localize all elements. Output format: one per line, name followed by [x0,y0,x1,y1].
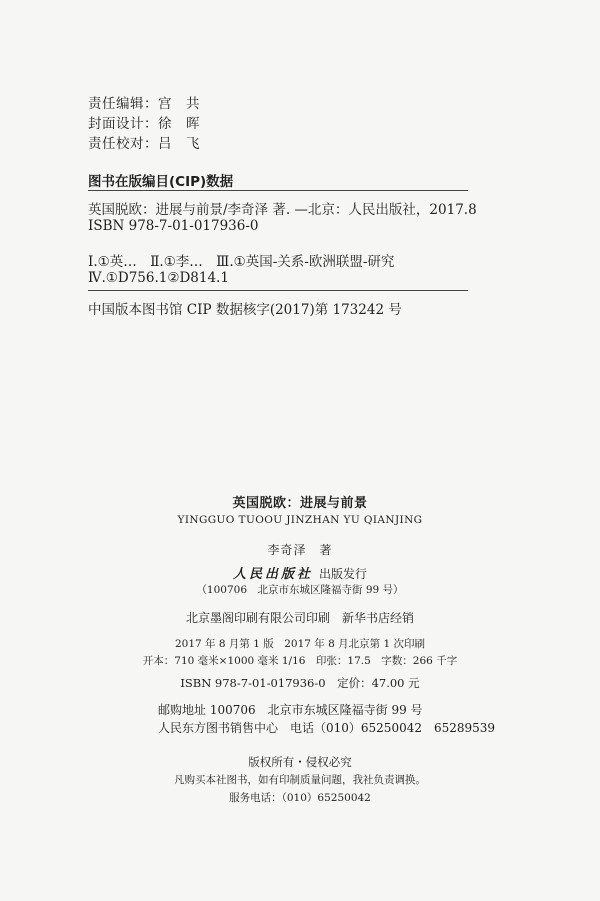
rights-line: 版权所有・侵权必究 [248,755,352,769]
responsible-editor: 责任编辑：宫 共 [88,96,200,112]
publisher-line [0,563,600,582]
publisher-address: （100706 北京市东城区隆福寺街 99 号） [196,584,404,596]
book-title: 英国脱欧：进展与前景 [232,496,368,511]
cip-library-line: 中国版本图书馆 CIP 数据核字(2017)第 173242 号 [88,302,402,318]
cip-subjects-line-2: Ⅳ.①D756.1②D814.1 [88,270,229,286]
mail-order-address: 邮购地址 100706 北京市东城区隆福寺街 99 号 [158,703,423,717]
cip-top-rule [88,190,468,191]
cip-subjects-line-1: Ⅰ.①英… Ⅱ.①李… Ⅲ.①英国-关系-欧洲联盟-研究 [88,254,395,270]
cip-bottom-rule [88,290,468,291]
printer-line: 北京墨阁印刷有限公司印刷 新华书店经销 [185,611,414,625]
book-author: 李奇泽 著 [267,543,333,557]
publisher-logo-text: 人民出版社 [232,567,313,582]
publisher-suffix: 出版发行 [319,567,368,581]
format-line: 开本：710 毫米×1000 毫米 1/16 印张：17.5 字数：266 千字 [142,655,458,667]
sales-center-line: 人民东方图书销售中心 电话（010）65250042 65289539 [158,721,496,735]
quality-notice: 凡购买本社图书，如有印制质量问题，我社负责调换。 [174,774,426,786]
proofreader: 责任校对：吕 飞 [88,136,200,152]
isbn-price-line: ISBN 978-7-01-017936-0 定价：47.00 元 [180,676,420,690]
book-title-pinyin: YINGGUO TUOOU JINZHAN YU QIANJING [177,514,423,526]
cip-record-line: 英国脱欧：进展与前景/李奇泽 著. —北京：人民出版社，2017.8 [88,202,477,218]
edition-line: 2017 年 8 月第 1 版 2017 年 8 月北京第 1 次印刷 [174,638,426,650]
cip-isbn-line: ISBN 978-7-01-017936-0 [88,218,259,234]
cover-designer: 封面设计：徐 晖 [88,116,200,132]
service-phone: 服务电话：（010）65250042 [229,792,371,804]
cip-heading: 图书在版编目(CIP)数据 [88,174,234,190]
